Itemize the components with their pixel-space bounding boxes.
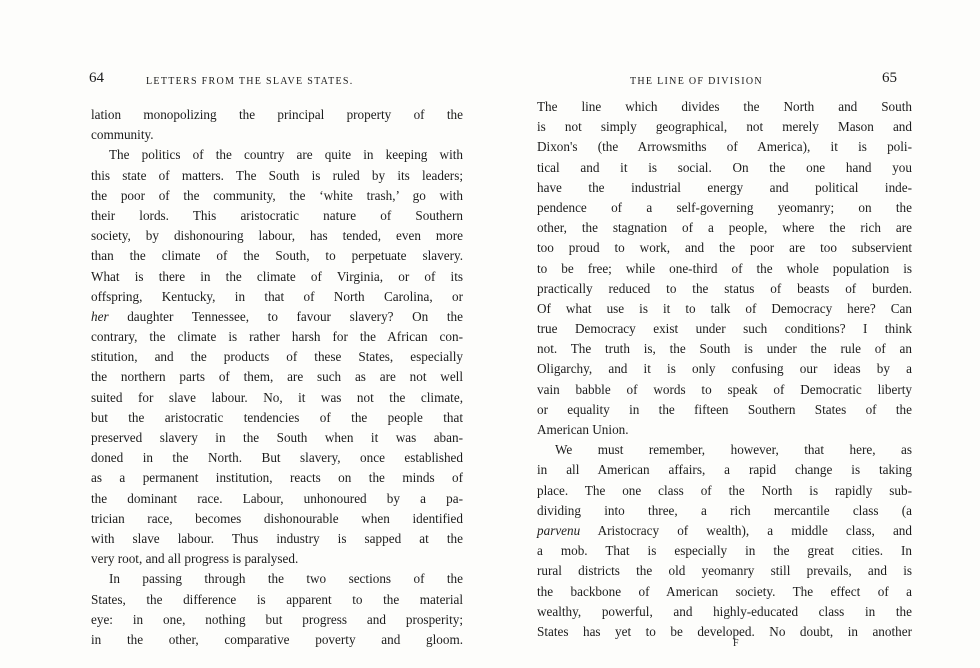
text-line xyxy=(537,622,912,642)
text-line xyxy=(537,440,912,460)
line-text: or equality in the fifteen Southern States of the xyxy=(537,401,912,417)
line-text: too proud to work, and the poor are too subservient xyxy=(537,240,912,256)
line-text: In passing through the two sections of the xyxy=(109,571,463,587)
text-line xyxy=(537,481,912,501)
text-line xyxy=(91,388,463,408)
text-line xyxy=(91,408,463,428)
line-text: in all American affairs, a rapid change is taking xyxy=(537,462,912,478)
line-text: lation monopolizing the principal property of the xyxy=(91,107,463,122)
line-text: very root, and all progress is paralysed. xyxy=(91,551,299,567)
line-text: community. xyxy=(91,127,154,143)
text-line xyxy=(91,509,463,529)
line-text: than the climate of the South, to perpetuate slavery. xyxy=(91,248,463,264)
text-line xyxy=(537,541,912,561)
text-line xyxy=(91,489,463,509)
text-line xyxy=(537,602,912,622)
text-line xyxy=(91,307,463,327)
text-line xyxy=(537,198,912,218)
line-text: trician race, becomes dishonourable when identified xyxy=(91,510,463,526)
line-text: to be free; while one-third of the whole population is xyxy=(537,260,912,276)
text-line xyxy=(91,569,463,589)
line-text: What is there in the climate of Virginia, or of its xyxy=(91,268,463,284)
line-text: rural districts the old yeomanry still prevails, and is xyxy=(537,563,912,579)
text-line xyxy=(91,267,463,287)
line-text: We must remember, however, that here, as xyxy=(555,442,912,458)
text-line xyxy=(537,561,912,581)
line-text: with slave labour. Thus industry is sapped at the xyxy=(91,530,463,546)
text-line xyxy=(537,319,912,339)
line-text: The line which divides the North and South xyxy=(537,99,912,114)
line-text: vain babble of words to speak of Democratic liberty xyxy=(537,381,912,397)
line-text: the dominant race. Labour, unhonoured by a pa- xyxy=(91,490,463,506)
text-line xyxy=(537,521,912,541)
text-line xyxy=(91,246,463,266)
line-text: wealthy, powerful, and highly-educated class in the xyxy=(537,603,912,619)
text-line xyxy=(537,158,912,178)
running-head: THE LINE OF DIVISION xyxy=(630,76,763,87)
text-line xyxy=(91,287,463,307)
line-text: but the aristocratic tendencies of the people that xyxy=(91,409,463,425)
text-line xyxy=(91,428,463,448)
right-page xyxy=(490,0,980,668)
line-text: in the other, comparative poverty and gloom. xyxy=(91,631,463,647)
text-line xyxy=(537,582,912,602)
line-text: States has yet to be developed. No doubt, in another xyxy=(537,623,912,639)
text-line xyxy=(537,117,912,137)
text-line xyxy=(91,327,463,347)
line-text: this state of matters. The South is ruled by its leaders; xyxy=(91,167,463,183)
line-text: suited for slave labour. No, it was not the climate, xyxy=(91,389,463,405)
text-line xyxy=(537,97,912,117)
text-line xyxy=(91,105,463,125)
line-text: contrary, the climate is rather harsh for the African con- xyxy=(91,329,463,345)
line-text: tical and it is social. On the one hand you xyxy=(537,159,912,175)
line-text: eye: in one, nothing but progress and prosperity; xyxy=(91,611,463,627)
text-line xyxy=(91,186,463,206)
line-text: other, the stagnation of a people, where the rich are xyxy=(537,220,912,236)
running-head: LETTERS FROM THE SLAVE STATES. xyxy=(146,76,354,87)
text-line xyxy=(537,279,912,299)
text-line xyxy=(537,501,912,521)
line-text: the backbone of American society. The effect of a xyxy=(537,583,912,599)
text-line xyxy=(91,590,463,610)
line-text: her daughter Tennessee, to favour slavery? On the xyxy=(91,308,463,324)
line-text: The politics of the country are quite in keeping with xyxy=(109,147,463,163)
text-line xyxy=(537,359,912,379)
text-line xyxy=(537,299,912,319)
line-text: the poor of the community, the ‘white trash,’ go with xyxy=(91,187,463,203)
line-text: have the industrial energy and political inde- xyxy=(537,179,912,195)
text-line xyxy=(91,367,463,387)
line-text: Dixon's (the Arrowsmiths of America), it is poli- xyxy=(537,139,912,155)
text-line xyxy=(537,137,912,157)
line-text: a mob. That is especially in the great cities. In xyxy=(537,543,912,559)
line-text: offspring, Kentucky, in that of North Carolina, or xyxy=(91,288,463,304)
text-block xyxy=(91,105,463,650)
page-number: 64 xyxy=(89,70,104,86)
line-text: doned in the North. But slavery, once established xyxy=(91,450,463,466)
text-line xyxy=(91,630,463,650)
line-text: true Democracy exist under such conditions? I think xyxy=(537,321,912,337)
line-text: dividing into three, a rich mercantile class (a xyxy=(537,502,912,518)
text-line xyxy=(91,125,463,145)
text-line xyxy=(91,166,463,186)
line-text: as a permanent institution, reacts on the minds of xyxy=(91,470,463,486)
text-line xyxy=(537,178,912,198)
text-line xyxy=(537,238,912,258)
line-text: not. The truth is, the South is under the rule of an xyxy=(537,341,912,357)
line-text: their lords. This aristocratic nature of Southern xyxy=(91,207,463,223)
line-text: place. The one class of the North is rapidly sub- xyxy=(537,482,912,498)
line-text: is not simply geographical, not merely Mason and xyxy=(537,119,912,135)
text-line xyxy=(91,468,463,488)
text-line xyxy=(91,226,463,246)
text-line xyxy=(91,529,463,549)
text-line xyxy=(91,347,463,367)
line-text: preserved slavery in the South when it was aban- xyxy=(91,430,463,445)
text-line xyxy=(537,218,912,238)
line-text: American Union. xyxy=(537,422,629,437)
line-text: parvenu Aristocracy of wealth), a middle class, and xyxy=(537,522,912,538)
text-line xyxy=(91,448,463,468)
text-line xyxy=(537,420,912,440)
line-text: the northern parts of them, are such as are not well xyxy=(91,369,463,385)
text-line xyxy=(91,549,463,569)
text-line xyxy=(537,259,912,279)
text-line xyxy=(91,145,463,165)
line-text: Of what use is it to talk of Democracy here? Can xyxy=(537,300,912,316)
text-line xyxy=(537,460,912,480)
text-line xyxy=(537,380,912,400)
text-line xyxy=(537,339,912,359)
line-text: Oligarchy, and it is only confusing our ideas by a xyxy=(537,361,912,377)
text-line xyxy=(91,206,463,226)
signature-mark: F xyxy=(733,638,739,649)
line-text: practically reduced to the status of beasts of burden. xyxy=(537,280,912,296)
line-text: stitution, and the products of these States, especially xyxy=(91,349,463,365)
line-text: society, by dishonouring labour, has tended, even more xyxy=(91,228,463,244)
line-text: States, the difference is apparent to the material xyxy=(91,591,463,607)
text-block xyxy=(537,97,912,642)
page-number: 65 xyxy=(882,70,897,86)
text-line xyxy=(91,610,463,630)
text-line xyxy=(537,400,912,420)
line-text: pendence of a self-governing yeomanry; on the xyxy=(537,199,912,215)
